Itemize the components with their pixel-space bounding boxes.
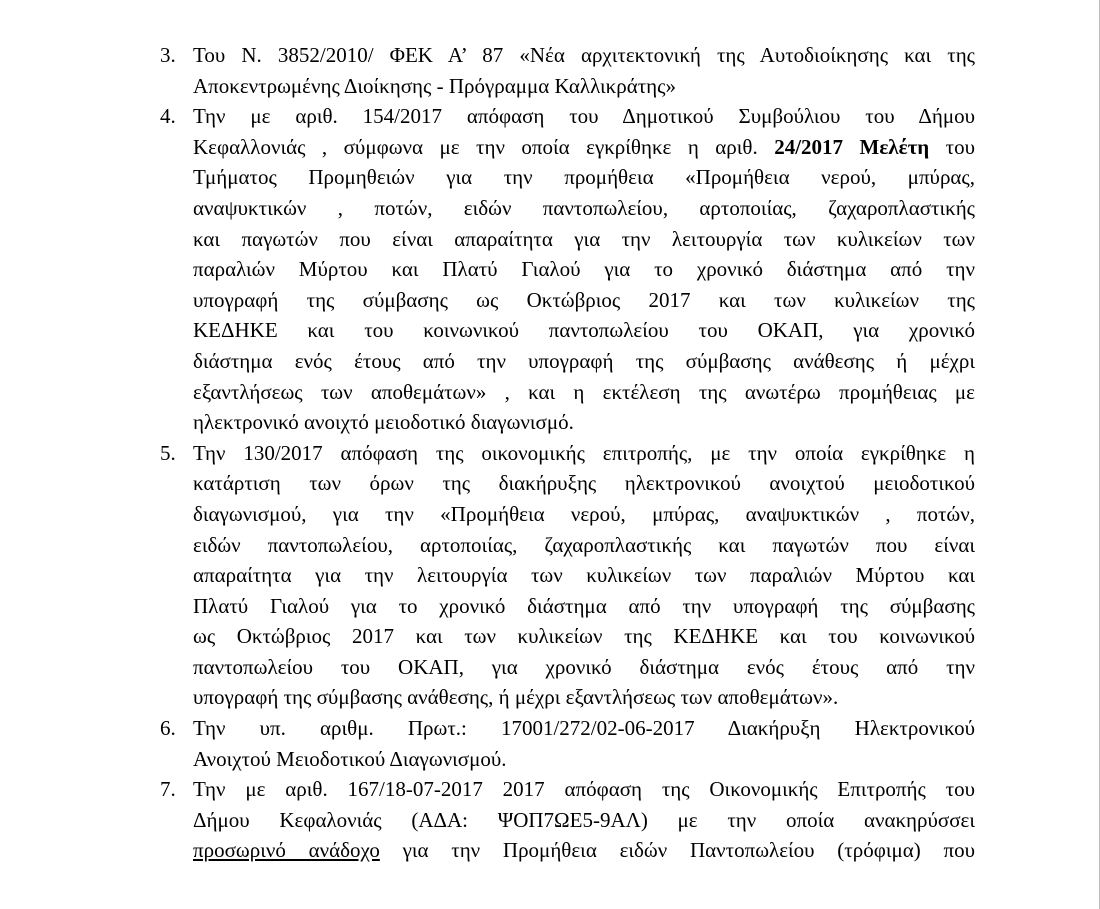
text-line: ως Οκτώβριος 2017 και των κυλικείων της ΚΕΔΗΚΕ και του κοινωνικού	[193, 624, 975, 649]
text-line: εξαντλήσεως των αποθεμάτων» , και η εκτέλεση της ανωτέρω προμήθειας με	[193, 379, 975, 404]
text-run: του	[929, 134, 975, 159]
text-line: ειδών παντοπωλείου, αρτοποιίας, ζαχαροπλαστικής και παγωτών που είναι	[193, 532, 975, 557]
list-item	[160, 40, 975, 101]
text-line: Τμήματος Προμηθειών για την προμήθεια «Προμήθεια νερού, μπύρας,	[193, 165, 975, 190]
text-line: κατάρτιση των όρων της διακήρυξης ηλεκτρονικού ανοιχτού μειοδοτικού	[193, 471, 975, 496]
text-line: διαγωνισμού, για την «Προμήθεια νερού, μπύρας, αναψυκτικών , ποτών,	[193, 501, 975, 526]
item-number: 6.	[160, 716, 176, 741]
text-line: υπογραφή της σύμβασης ανάθεσης, ή μέχρι εξαντλήσεως των αποθεμάτων».	[193, 685, 839, 710]
underlined-provisional-contractor: προσωρινό ανάδοχο	[193, 838, 380, 863]
text-line: ΚΕΔΗΚΕ και του κοινωνικού παντοπωλείου του ΟΚΑΠ, για χρονικό	[193, 318, 975, 343]
item-number: 3.	[160, 43, 176, 67]
item-number: 5.	[160, 440, 176, 465]
item-number: 4.	[160, 104, 176, 129]
text-line: αναψυκτικών , ποτών, ειδών παντοπωλείου, αρτοποιίας, ζαχαροπλαστικής	[193, 195, 975, 220]
text-line: διάστημα ενός έτους από την υπογραφή της σύμβασης ανάθεσης ή μέχρι	[193, 348, 975, 373]
text-run: Κεφαλλονιάς , σύμφωνα με την οποία εγκρίθηκε η αριθ.	[193, 134, 775, 159]
text-line: Δήμου Κεφαλονιάς (ΑΔΑ: ΨΟΠ7ΩΕ5-9ΑΛ) με την οποία ανακηρύσσει	[193, 807, 975, 832]
text-line: Του Ν. 3852/2010/ ΦΕΚ Α’ 87 «Νέα αρχιτεκτονική της Αυτοδιοίκησης και της	[193, 43, 975, 67]
text-run: για την Προμήθεια ειδών Παντοπωλείου (τρόφιμα) που	[379, 838, 975, 863]
text-line: Την με αριθ. 167/18-07-2017 2017 απόφαση της Οικονομικής Επιτροπής του	[193, 777, 975, 802]
item-number: 7.	[160, 777, 176, 802]
numbered-list	[160, 40, 975, 866]
text-line: ηλεκτρονικό ανοιχτό μειοδοτικό διαγωνισμό.	[193, 410, 574, 435]
text-line: Ανοιχτού Μειοδοτικού Διαγωνισμού.	[193, 746, 507, 771]
text-line: Την υπ. αριθμ. Πρωτ.: 17001/272/02-06-2017 Διακήρυξη Ηλεκτρονικού	[193, 716, 975, 741]
text-line	[193, 835, 975, 866]
text-line: Την 130/2017 απόφαση της οικονομικής επιτροπής, με την οποία εγκρίθηκε η	[193, 440, 975, 465]
text-line: απαραίτητα για την λειτουργία των κυλικείων των παραλιών Μύρτου και	[193, 563, 975, 588]
text-line: Αποκεντρωμένης Διοίκησης - Πρόγραμμα Καλλικράτης»	[193, 73, 676, 98]
list-item	[160, 774, 975, 866]
list-item	[160, 101, 975, 438]
bold-study-reference: 24/2017 Μελέτη	[774, 134, 930, 159]
text-line	[193, 132, 975, 163]
list-item	[160, 438, 975, 713]
text-line: και παγωτών που είναι απαραίτητα για την λειτουργία των κυλικείων των	[193, 226, 975, 251]
text-line: παραλιών Μύρτου και Πλατύ Γιαλού για το χρονικό διάστημα από την	[193, 257, 975, 282]
text-line: παντοπωλείου του ΟΚΑΠ, για χρονικό διάστημα ενός έτους από την	[193, 654, 975, 679]
text-line: Την με αριθ. 154/2017 απόφαση του Δημοτικού Συμβούλιου του Δήμου	[193, 104, 975, 129]
list-item	[160, 713, 975, 774]
text-line: υπογραφή της σύμβασης ως Οκτώβριος 2017 και των κυλικείων της	[193, 287, 975, 312]
text-line: Πλατύ Γιαλού για το χρονικό διάστημα από την υπογραφή της σύμβασης	[193, 593, 975, 618]
